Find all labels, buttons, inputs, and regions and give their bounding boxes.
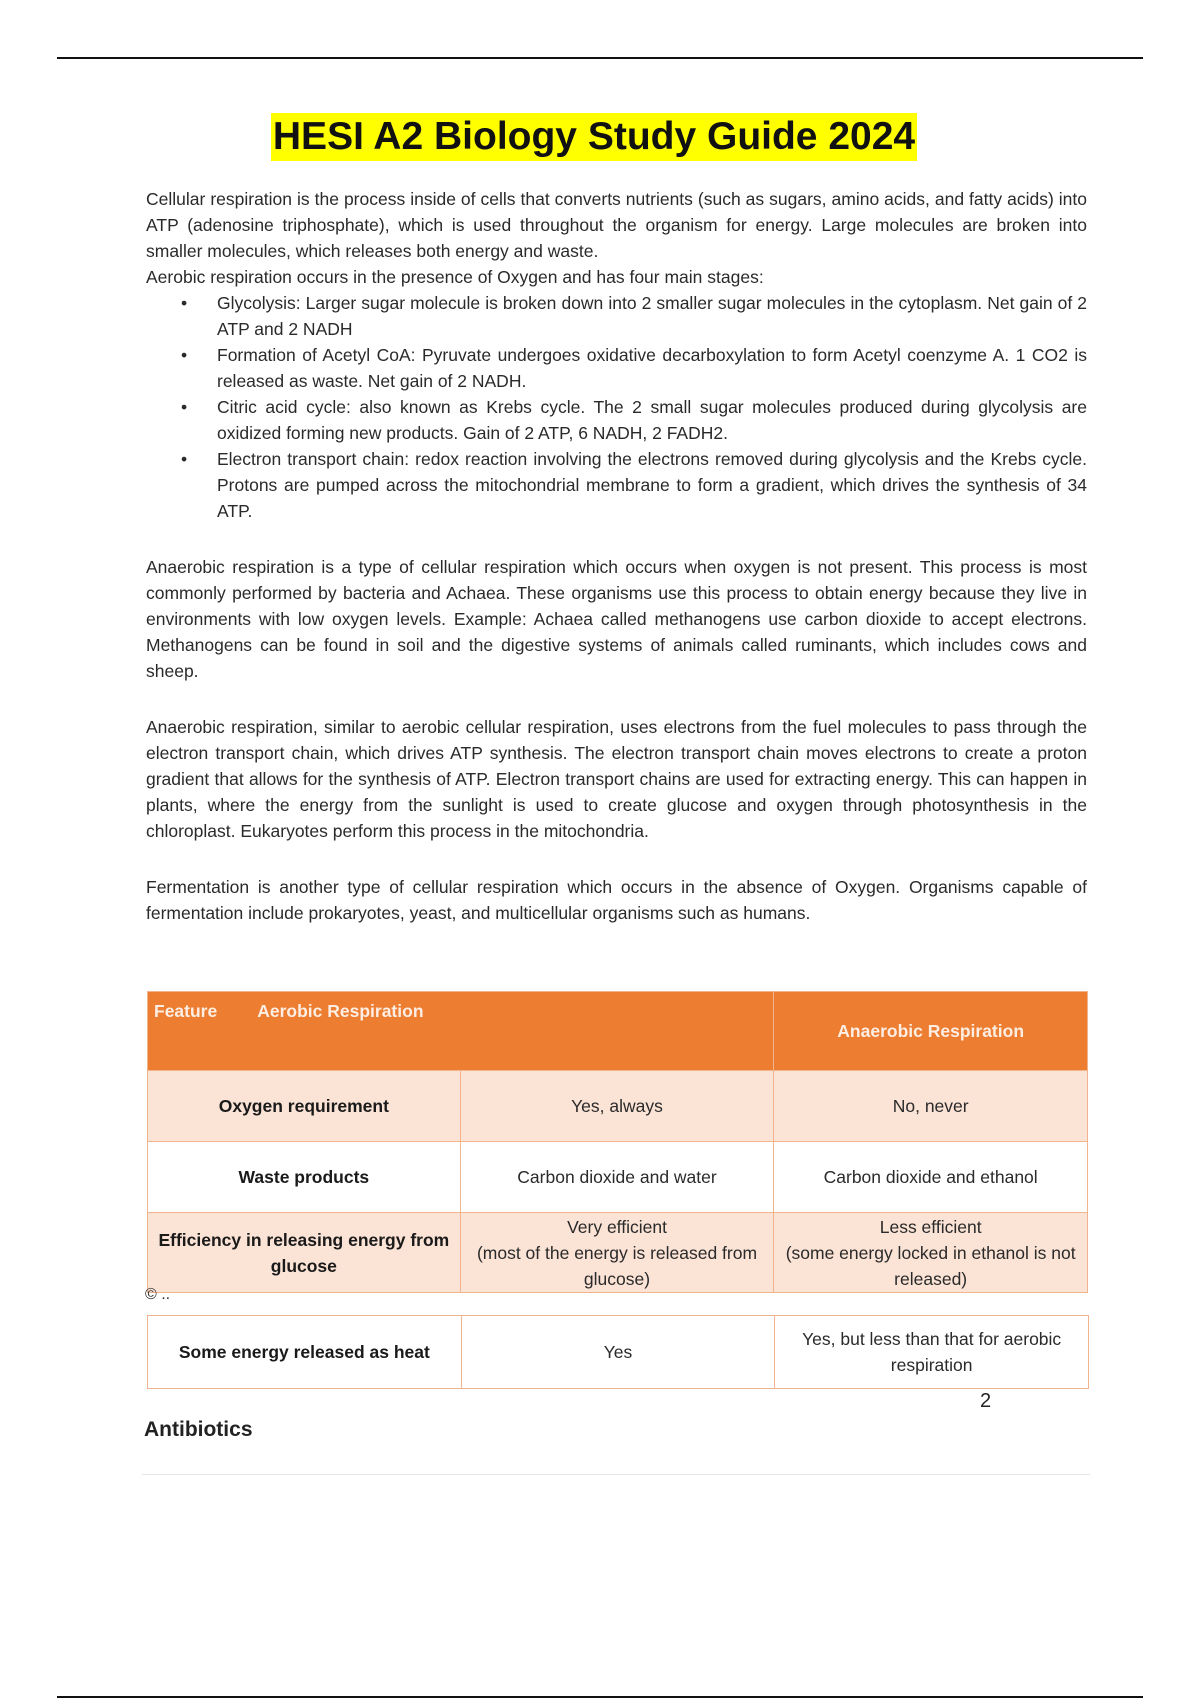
anaerobic-cell: Carbon dioxide and ethanol [774, 1142, 1088, 1213]
fermentation-paragraph: Fermentation is another type of cellular respiration which occurs in the absence of Oxygen. Organisms capable of fermentation include prokaryotes, yeast, and multicellular organisms such as humans. [146, 877, 1087, 923]
anaerobic-cell [774, 1213, 1088, 1293]
anaerobic-etc-paragraph: Anaerobic respiration, similar to aerobic cellular respiration, uses electrons from the fuel molecules to pass through the electron transport chain, which drives ATP synthesis. The electron transport chain moves electrons to create a proton gradient that allows for the synthesis of ATP. Electron transport chains are used for extracting energy. This can happen in plants, where the energy from the sunlight is used to create glucose and oxygen through photosynthesis in the chloroplast. Eukaryotes perform this process in the mitochondria. [146, 717, 1087, 841]
copyright-note: © .. [145, 1286, 171, 1303]
row-label: Waste products [148, 1142, 461, 1213]
anaerobic-cell: Yes, but less than that for aerobic respiration [775, 1316, 1089, 1389]
aerobic-cell: Yes, always [460, 1071, 774, 1142]
anaerobic-paragraph: Anaerobic respiration is a type of cellular respiration which occurs when oxygen is not present. This process is most commonly performed by bacteria and Achaea. These organisms use this process to obtain energy because they live in environments with low oxygen levels. Example: Achaea called methanogens use carbon dioxide to accept electrons. Methanogens can be found in soil and the digestive systems of animals called ruminants, which includes cows and sheep. [146, 557, 1087, 681]
bottom-rule [57, 1696, 1143, 1698]
divider [142, 1474, 1090, 1475]
stages-list [146, 290, 1087, 524]
intro-paragraph: Cellular respiration is the process inside of cells that converts nutrients (such as sugars, amino acids, and fatty acids) into ATP (adenosine triphosphate), which is used throughout the organism for energy. Large molecules are broken into smaller molecules, which releases both energy and waste. [146, 189, 1087, 261]
document-title: HESI A2 Biology Study Guide 2024 [271, 113, 917, 161]
aerobic-cell: Yes [461, 1316, 775, 1389]
table-row [148, 1316, 1089, 1389]
list-item: • Glycolysis: Larger sugar molecule is broken down into 2 smaller sugar molecules in the cytoplasm. Net gain of 2 ATP and 2 NADH [146, 290, 1087, 342]
aerobic-lead: Aerobic respiration occurs in the presence of Oxygen and has four main stages: [146, 267, 764, 287]
anaerobic-efficiency-note: (some energy locked in ethanol is not released) [785, 1242, 1076, 1289]
table-row [148, 1142, 1088, 1213]
comparison-table [147, 991, 1088, 1293]
table-header-row [148, 992, 1088, 1071]
list-item: • Formation of Acetyl CoA: Pyruvate undergoes oxidative decarboxylation to form Acetyl coenzyme A. 1 CO2 is released as waste. Net gain of 2 NADH. [146, 342, 1087, 394]
bullet-icon: • [181, 397, 188, 417]
anaerobic-cell: No, never [774, 1071, 1088, 1142]
aerobic-efficiency-note: (most of the energy is released from glucose) [476, 1242, 758, 1289]
top-rule [57, 57, 1143, 59]
section-heading: Antibiotics [144, 1418, 253, 1441]
page-number: 2 [980, 1390, 992, 1412]
body-content [146, 186, 1087, 926]
bullet-icon: • [181, 345, 188, 365]
list-item: • Electron transport chain: redox reaction involving the electrons removed during glycolysis and the Krebs cycle. Protons are pumped across the mitochondrial membrane to form a gradient, which drives the synthesis of 34 ATP. [146, 446, 1087, 524]
title-container [0, 113, 1188, 161]
aerobic-efficiency: Very efficient [567, 1216, 667, 1237]
header-aerobic: Aerobic Respiration [257, 1001, 424, 1021]
bullet-icon: • [181, 293, 188, 313]
row-label: Some energy released as heat [148, 1316, 462, 1389]
header-feature: Feature [154, 1001, 218, 1021]
anaerobic-efficiency: Less efficient [879, 1216, 982, 1237]
comparison-table-continued [147, 1315, 1089, 1389]
row-label: Efficiency in releasing energy from glucose [148, 1213, 461, 1293]
table-row [148, 1213, 1088, 1293]
row-label: Oxygen requirement [148, 1071, 461, 1142]
list-item: • Citric acid cycle: also known as Krebs cycle. The 2 small sugar molecules produced during glycolysis are oxidized forming new products. Gain of 2 ATP, 6 NADH, 2 FADH2. [146, 394, 1087, 446]
header-left-cell [148, 992, 774, 1071]
table-row [148, 1071, 1088, 1142]
aerobic-cell [460, 1213, 774, 1293]
bullet-icon: • [181, 449, 188, 469]
aerobic-cell: Carbon dioxide and water [460, 1142, 774, 1213]
header-anaerobic: Anaerobic Respiration [774, 992, 1088, 1071]
